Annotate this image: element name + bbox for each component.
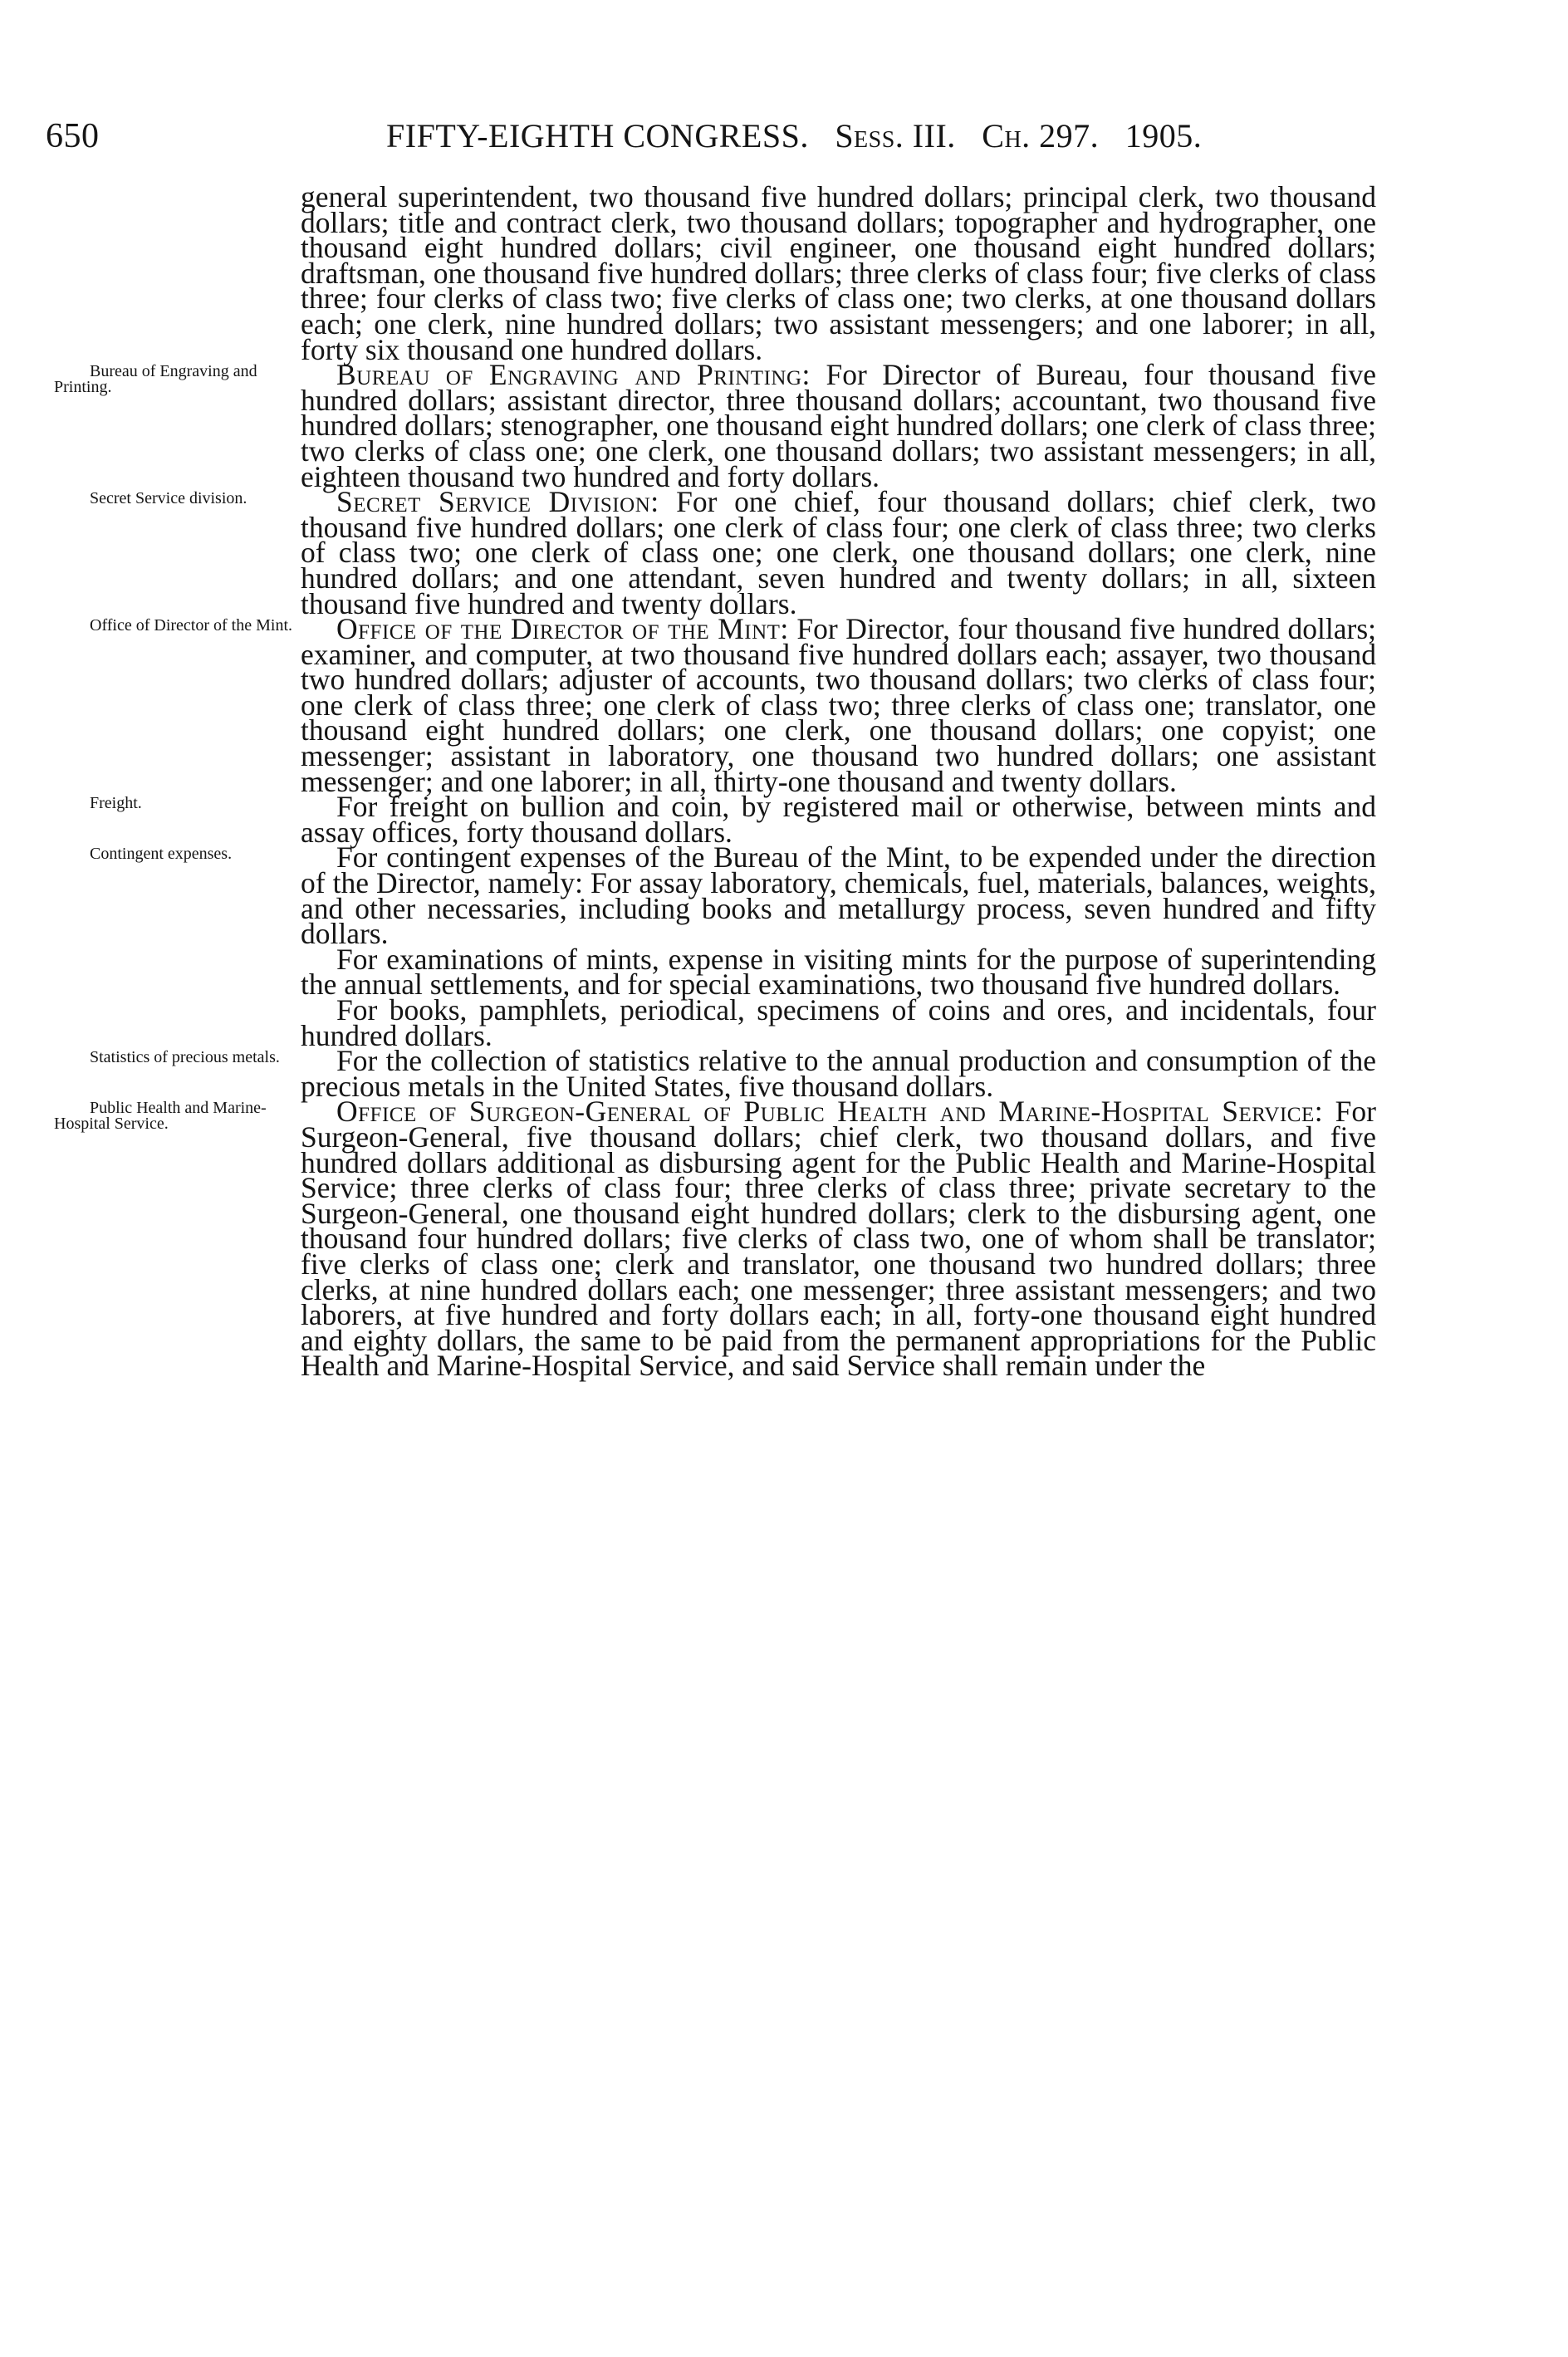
paragraph-director-of-mint — [90, 612, 1376, 798]
paragraph-text: For examinations of mints, expense in visiting mints for the purpose of superintending the annual settlements, and for special examinations, two thousand five hundred dollars. — [301, 942, 1376, 1002]
paragraph-books — [301, 993, 1376, 1052]
paragraph-statistics — [90, 1044, 1376, 1103]
section-heading: Office of the Director of the Mint: — [336, 612, 789, 646]
margin-note-secret-service: Secret Service division. — [90, 489, 247, 508]
paragraph-contingent-expenses — [90, 840, 1376, 951]
paragraph-examinations — [301, 942, 1376, 1002]
paragraph-public-health — [54, 1095, 1376, 1383]
paragraph-freight — [90, 790, 1376, 849]
margin-note-bureau-engraving: Bureau of Engraving and Printing. — [54, 362, 257, 397]
paragraph-text: For Surgeon-General, five thousand dollars; chief clerk, two thousand dollars, and five hundred dollars additional as disbursing agent for the Public Health and Marine-Hospital Service; three clerks of class four; three clerks of class three; private secretary to the Surgeon-General, one thousand eight hundred dollars; clerk to the disbursing agent, one thousand four hundred dollars; five clerks of class two, one of whom shall be translator; five clerks of class one; clerk and translator, one thousand two hundred dollars; three clerks, at nine hundred dollars each; one messenger; three assistant messengers; and two laborers, at five hundred and forty dollars each; in all, forty-one thousand eight hundred and eighty dollars, the same to be paid from the permanent appropriations for the Public Health and Marine-Hospital Service, and said Service shall remain under the — [301, 1095, 1376, 1383]
section-heading: Bureau of Engraving and Printing: — [336, 358, 811, 392]
running-head-year: 1905. — [1125, 117, 1203, 154]
running-head-session: Sess. III. — [835, 117, 956, 154]
main-text-column — [54, 180, 1376, 1383]
paragraph-text: For books, pamphlets, periodical, specimens of coins and ores, and incidentals, four hundred dollars. — [301, 993, 1376, 1052]
paragraph-bureau-engraving-printing — [54, 358, 1376, 493]
paragraph-text: For Director, four thousand five hundred dollars; examiner, and computer, at two thousand five hundred dollars each; assayer, two thousand two hundred dollars; adjuster of accounts, two thousand dollars; two clerks of class four; one clerk of class three; one clerk of class two; three clerks of class one; translator, one thousand eight hundred dollars; one clerk, one thousand dollars; one copyist; one messenger; assistant in laboratory, one thousand two hundred dollars; one assistant messenger; and one laborer; in all, thirty-one thousand and twenty dollars. — [301, 612, 1376, 798]
running-head — [386, 116, 1202, 155]
paragraph-text: For Director of Bureau, four thousand five hundred dollars; assistant director, three thousand dollars; accountant, two thousand five hundred dollars; stenographer, one thousand eight hundred dollars; one clerk of class three; two clerks of class one; one clerk, one thousand dollars; two assistant messengers; in all, eighteen thousand two hundred and forty dollars. — [301, 358, 1376, 493]
paragraph-continuation — [301, 180, 1376, 366]
margin-note-director-mint: Office of Director of the Mint. — [90, 616, 292, 635]
margin-note-contingent: Contingent expenses. — [90, 845, 233, 864]
paragraph-text: general superintendent, two thousand five hundred dollars; principal clerk, two thousand dollars; title and contract clerk, two thousand dollars; topographer and hydrographer, one thousand eight hundred dollars; civil engineer, one thousand eight hundred dollars; draftsman, one thousand five hundred dollars; three clerks of class four; five clerks of class three; four clerks of class two; five clerks of class one; two clerks, at one thousand dollars each; one clerk, nine hundred dollars; two assistant messengers; and one laborer; in all, forty six thousand one hundred dollars. — [301, 180, 1376, 366]
page-header — [46, 116, 1374, 166]
running-head-chapter: Ch. 297. — [982, 117, 1100, 154]
paragraph-text: For contingent expenses of the Bureau of the Mint, to be expended under the direction of the Director, namely: For assay laboratory, chemicals, fuel, materials, balances, weights, and other necessaries, including books and metallurgy process, seven hundred and fifty dollars. — [301, 840, 1376, 951]
page-number: 650 — [46, 117, 100, 155]
margin-note-public-health: Public Health and Marine-Hospital Service. — [54, 1099, 267, 1134]
paragraph-text: For freight on bullion and coin, by registered mail or otherwise, between mints and assay offices, forty thousand dollars. — [301, 790, 1376, 849]
section-heading: Secret Service Division: — [336, 485, 659, 519]
margin-note-freight: Freight. — [90, 794, 142, 813]
margin-note-statistics: Statistics of precious metals. — [90, 1048, 280, 1067]
paragraph-secret-service — [90, 485, 1376, 620]
section-heading: Office of Surgeon-General of Public Health and Marine-Hospital Service: — [336, 1095, 1324, 1129]
paragraph-text: For the collection of statistics relative to the annual production and consumption of the precious metals in the United States, five thousand dollars. — [301, 1044, 1376, 1103]
running-head-congress: FIFTY-EIGHTH CONGRESS. — [386, 117, 809, 154]
paragraph-text: For one chief, four thousand dollars; chief clerk, two thousand five hundred dollars; one clerk of class four; one clerk of class three; two clerks of class two; one clerk of class one; one clerk, one thousand dollars; one clerk, nine hundred dollars; and one attendant, seven hundred and twenty dollars; in all, sixteen thousand five hundred and twenty dollars. — [301, 485, 1376, 620]
